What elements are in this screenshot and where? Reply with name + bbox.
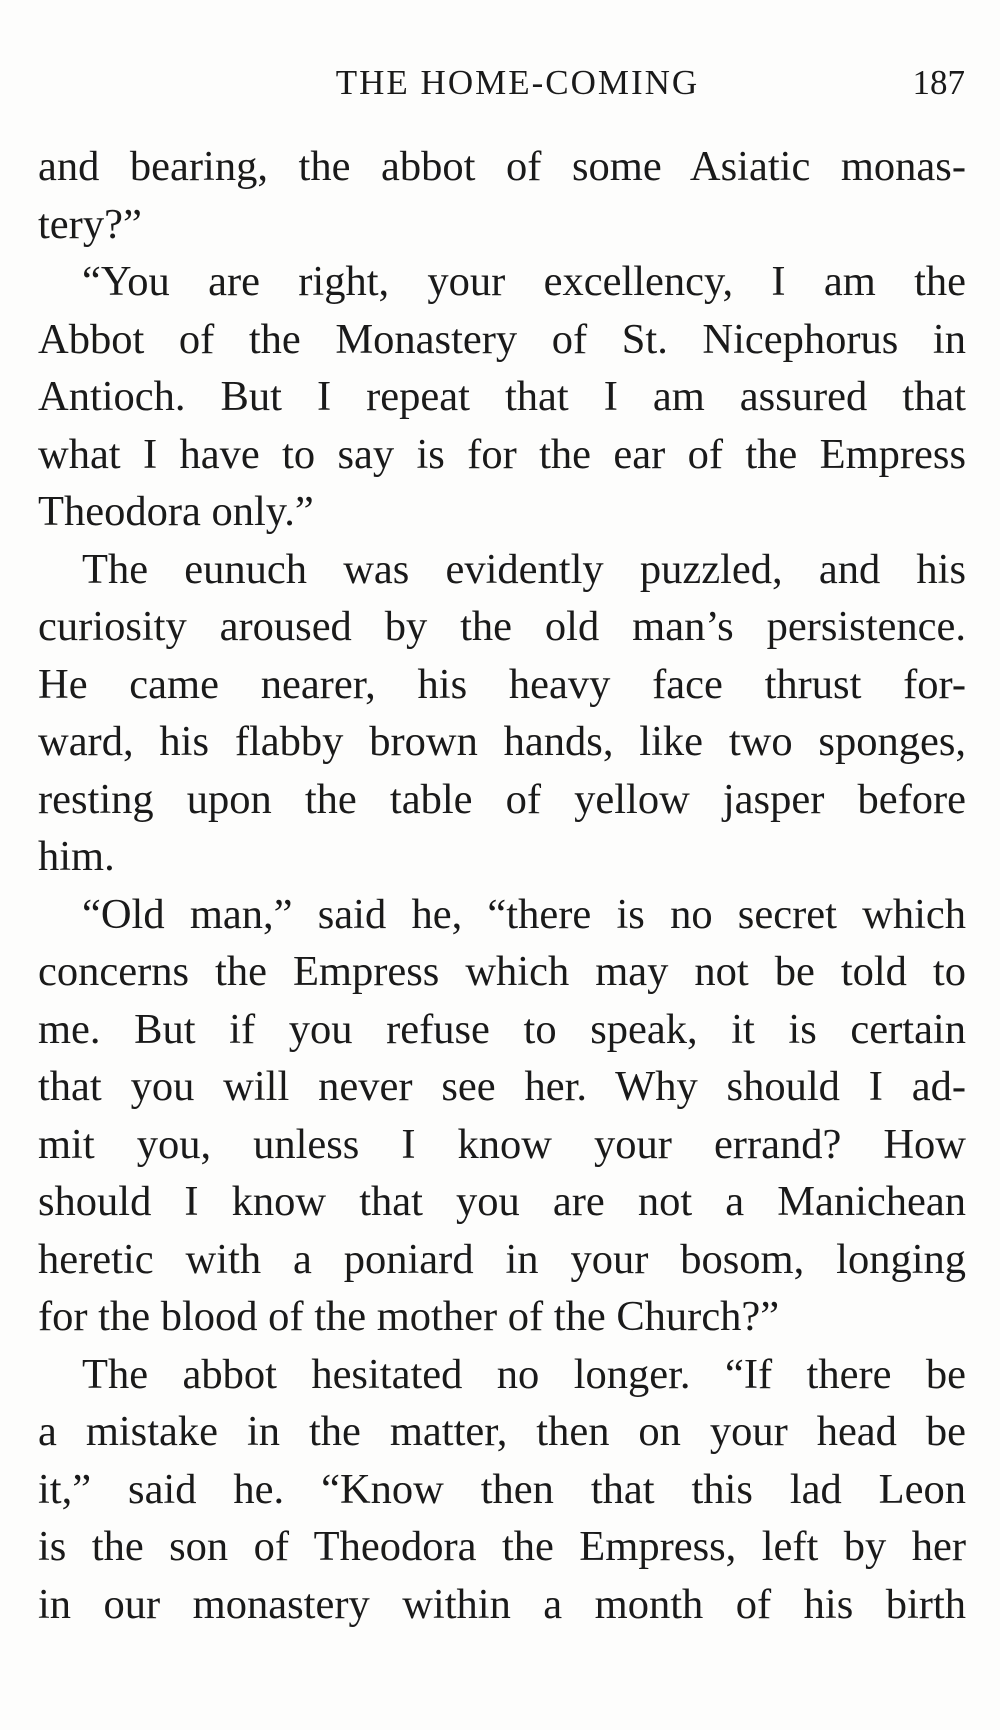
paragraph (38, 253, 966, 541)
text-line: “You are right, your excellency, I am the (82, 258, 966, 305)
page-number: 187 (912, 63, 965, 102)
text-line: The eunuch was evidently puzzled, and his (82, 545, 966, 593)
text-line: is the son of Theodora the Empress, left by her (38, 1523, 966, 1570)
text-line: curiosity aroused by the old man’s persistence. (38, 603, 966, 650)
paragraph (38, 1346, 966, 1634)
text-line: what I have to say is for the ear of the Empress (38, 430, 966, 478)
text-line: it,” said he. “Know then that this lad Leon (38, 1465, 966, 1513)
text-line: for the blood of the mother of the Church?” (38, 1293, 780, 1340)
text-line: heretic with a poniard in your bosom, longing (38, 1235, 966, 1283)
text-line: should I know that you are not a Manichean (38, 1178, 966, 1225)
text-line: tery?” (38, 200, 142, 248)
text-line: mit you, unless I know your errand? How (38, 1120, 966, 1168)
text-line: concerns the Empress which may not be told to (38, 948, 966, 995)
text-line: Antioch. But I repeat that I am assured that (38, 373, 966, 420)
running-head (40, 58, 965, 108)
text-line: in our monastery within a month of his birth (38, 1580, 966, 1628)
paragraph (38, 886, 966, 1346)
text-line: “Old man,” said he, “there is no secret which (82, 890, 966, 938)
text-line: Abbot of the Monastery of St. Nicephorus in (38, 315, 966, 363)
body-text (38, 138, 966, 1633)
text-line: The abbot hesitated no longer. “If there be (82, 1350, 966, 1398)
text-line: and bearing, the abbot of some Asiatic monas- (38, 143, 966, 190)
text-line: Theodora only.” (38, 488, 314, 535)
text-line: that you will never see her. Why should I ad- (38, 1063, 966, 1110)
text-line: ward, his flabby brown hands, like two sponges, (38, 718, 966, 765)
paragraph (38, 541, 966, 886)
paragraph (38, 138, 966, 253)
text-line: He came nearer, his heavy face thrust for- (38, 660, 966, 708)
chapter-title: THE HOME-COMING (335, 63, 700, 102)
text-line: him. (38, 833, 115, 880)
text-line: resting upon the table of yellow jasper before (38, 775, 966, 823)
text-line: a mistake in the matter, then on your head be (38, 1408, 966, 1455)
text-line: me. But if you refuse to speak, it is certain (38, 1005, 966, 1053)
